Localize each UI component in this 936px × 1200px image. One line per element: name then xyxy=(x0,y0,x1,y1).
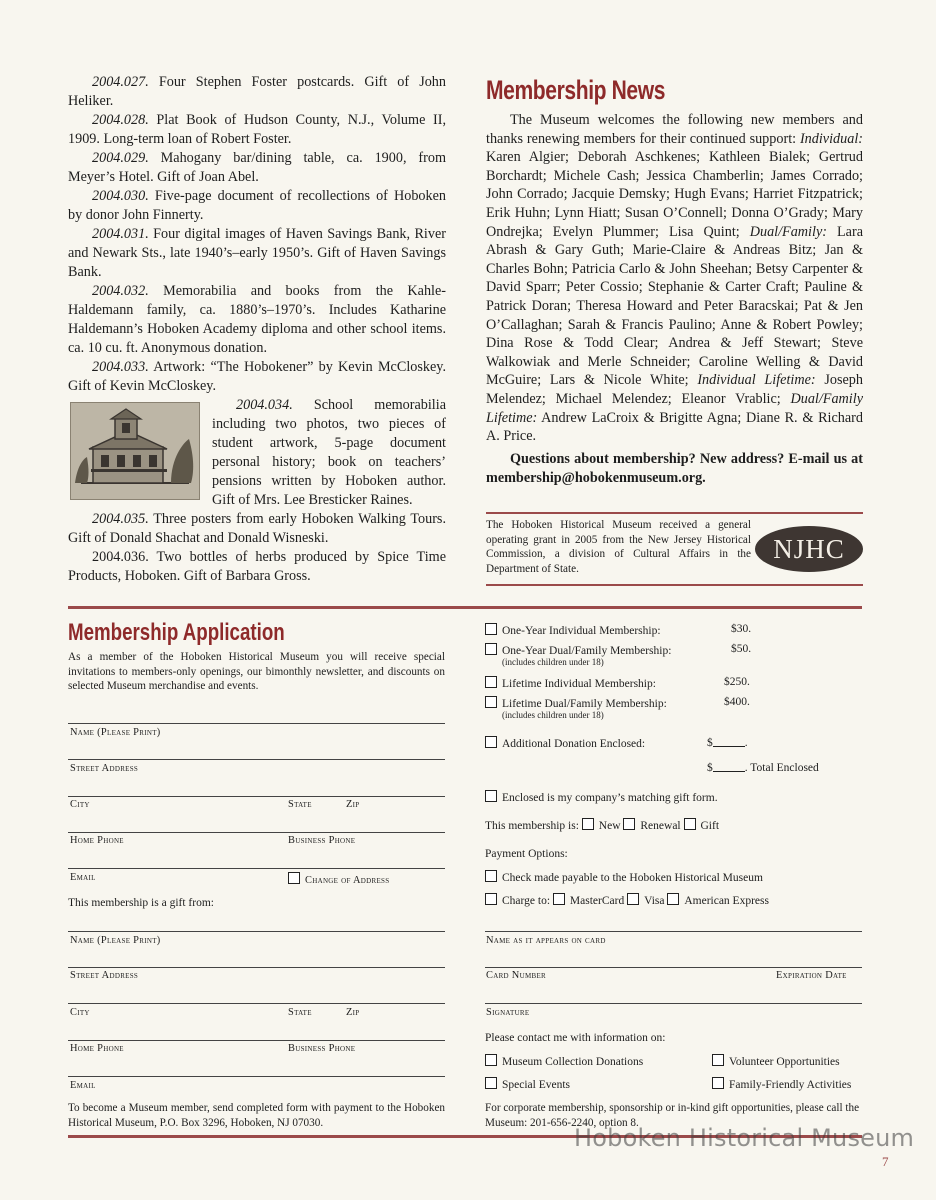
gift-home-phone-label: Home Phone xyxy=(70,1043,124,1054)
grant-text: The Hoboken Historical Museum received a general operating grant in 2005 from the New Jersey Historical Commission, a division of Cultural Affairs in the Department of State. xyxy=(486,519,751,575)
membership-news-title: Membership News xyxy=(486,75,666,105)
special-events-option[interactable]: Special Events xyxy=(485,1077,570,1091)
signature-label: Signature xyxy=(486,1007,530,1018)
card-name-field[interactable] xyxy=(485,931,862,932)
njhc-logo: NJHC xyxy=(755,526,863,572)
one-year-dual-option[interactable]: One-Year Dual/Family Membership: (includes children under 18) xyxy=(485,643,671,668)
gift-street-field[interactable] xyxy=(68,967,445,968)
checkbox-icon[interactable] xyxy=(288,872,300,884)
checkbox-icon[interactable] xyxy=(712,1077,724,1089)
checkbox-icon[interactable] xyxy=(485,643,497,655)
charge-checkbox[interactable] xyxy=(485,893,497,905)
application-mailing-instructions: To become a Museum member, send completed form with payment to the Hoboken Historical Museum, P.O. Box 3296, Hoboken, NJ 07030. xyxy=(68,1102,445,1129)
card-number-field[interactable] xyxy=(485,967,862,968)
application-title: Membership Application xyxy=(68,619,285,646)
membership-news xyxy=(486,73,863,488)
amex-checkbox[interactable] xyxy=(667,893,679,905)
acquisition-entry: 2004.034. School memorabilia including two photos, two pieces of student artwork, 5-page document personal history; book on teachers’ pensions written by Hoboken author. Gift of Mrs. Lee Bresticker Raines. xyxy=(212,397,446,508)
street-label: Street Address xyxy=(70,763,139,774)
one-year-dual-price: $50. xyxy=(731,643,752,655)
city-label: City xyxy=(70,799,90,810)
acquisition-entry: 2004.033. Artwork: “The Hobokener” by Kevin McCloskey. Gift of Kevin McCloskey. xyxy=(68,359,446,394)
gift-name-field[interactable] xyxy=(68,931,445,932)
watermark: Hoboken Historical Museum xyxy=(574,1124,915,1152)
acquisition-entry: 2004.032. Memorabilia and books from the Kahle-Haldemann family, ca. 1880’s–1970’s. Includes Katharine Haldemann’s Hoboken Academy diploma and other school items. ca. 10 cu. ft. Anonymous donation. xyxy=(68,283,446,356)
gift-phone-field[interactable] xyxy=(68,1040,445,1041)
gift-zip-label: Zip xyxy=(346,1007,360,1018)
volunteer-option[interactable]: Volunteer Opportunities xyxy=(712,1054,840,1068)
grant-notice xyxy=(486,512,863,586)
street-field[interactable] xyxy=(68,759,445,760)
lifetime-dual-option[interactable]: Lifetime Dual/Family Membership: (includes children under 18) xyxy=(485,696,667,721)
matching-gift-option[interactable]: Enclosed is my company’s matching gift form. xyxy=(485,790,718,804)
section-divider xyxy=(68,606,862,609)
gift-city-state-zip-field[interactable] xyxy=(68,1003,445,1004)
gift-street-label: Street Address xyxy=(70,970,139,981)
checkbox-icon[interactable] xyxy=(485,736,497,748)
checkbox-icon[interactable] xyxy=(485,676,497,688)
home-phone-label: Home Phone xyxy=(70,835,124,846)
acquisition-entry-with-image xyxy=(68,396,446,510)
email-label: Email xyxy=(70,872,96,883)
mastercard-checkbox[interactable] xyxy=(553,893,565,905)
checkbox-icon[interactable] xyxy=(485,623,497,635)
donation-blank[interactable] xyxy=(713,736,745,747)
payment-options-label: Payment Options: xyxy=(485,848,568,860)
phone-field[interactable] xyxy=(68,832,445,833)
acquisition-entry: 2004.036. Two bottles of herbs produced by Spice Time Products, Hoboken. Gift of Barbara Gross. xyxy=(68,549,446,584)
membership-news-body: The Museum welcomes the following new members and thanks renewing members for their continued support: Individual: Karen Algier; Deborah Aschkenes; Kathleen Bialek; Gertrud Borchardt; Michele Cash; Jessica Chamberlin; James Corrado; John Corrado; Jacquie Demsky; Hugh Evans; Harriet Fitzpatrick; Erik Huhn; Lynn Hiatt; Susan O’Connell; Donna O’Grady; Mary Ondrejka; Evelyn Plummer; Lisa Quint; Dual/Family: Lara Abrash & Gary Guth; Marie-Claire & Andreas Bitz; Jan & Charles Bohn; Patricia Carlo & John Sheehan; Betsy Carpenter & David Sparr; Peter Cossio; Stephanie & Carter Craft; Pauline & Patrick Doran; Theresa Howard and Peter Baracskai; Pat & Jen O’Callaghan; Sarah & Francis Paulino; Anne & Robert Powley; Dina Rose & Todd Clear; Andrea & Jeff Stewart; Steve Walkowiak and Merle Schneider; Caroline Welling & David McGuire; Lars & Nicole White; Individual Lifetime: Joseph Melendez; Michael Melendez; Eleanor Vrablic; Dual/Family Lifetime: Andrew LaCroix & Brigitte Agna; Diane R. & Richard A. Price. xyxy=(486,112,863,445)
name-label: Name (Please Print) xyxy=(70,727,161,738)
lifetime-individual-price: $250. xyxy=(724,676,750,688)
collection-donations-option[interactable]: Museum Collection Donations xyxy=(485,1054,643,1068)
lifetime-individual-option[interactable]: Lifetime Individual Membership: xyxy=(485,676,656,690)
contact-info-label: Please contact me with information on: xyxy=(485,1032,666,1044)
acquisition-entry: 2004.035. Three posters from early Hoboken Walking Tours. Gift of Donald Shachat and Donald Wisneski. xyxy=(68,511,446,546)
state-label: State xyxy=(288,799,312,810)
acquisition-entry: 2004.031. Four digital images of Haven Savings Bank, River and Newark Sts., late 1940’s–early 1950’s. Gift of Haven Savings Bank. xyxy=(68,226,446,280)
gift-email-label: Email xyxy=(70,1080,96,1091)
membership-question: Questions about membership? New address? E-mail us at membership@hobokenmuseum.org. xyxy=(486,450,863,486)
total-blank[interactable] xyxy=(713,761,745,772)
membership-type-row: This membership is: New Renewal Gift xyxy=(485,820,720,832)
page-number: 7 xyxy=(882,1154,889,1169)
checkbox-icon[interactable] xyxy=(485,870,497,882)
acquisitions-column xyxy=(68,73,446,586)
additional-donation-option[interactable]: Additional Donation Enclosed: xyxy=(485,736,645,750)
gift-from-label: This membership is a gift from: xyxy=(68,897,214,909)
change-address-checkbox[interactable]: Change of Address xyxy=(288,872,389,886)
checkbox-icon[interactable] xyxy=(485,696,497,708)
new-checkbox[interactable] xyxy=(582,818,594,830)
one-year-individual-price: $30. xyxy=(731,623,752,635)
gift-checkbox[interactable] xyxy=(684,818,696,830)
charge-payment-row: Charge to: MasterCard Visa American Express xyxy=(485,893,769,907)
acquisition-entry: 2004.030. Five-page document of recollections of Hoboken by donor John Finnerty. xyxy=(68,188,446,223)
city-state-zip-field[interactable] xyxy=(68,796,445,797)
name-field[interactable] xyxy=(68,723,445,724)
visa-checkbox[interactable] xyxy=(627,893,639,905)
checkbox-icon[interactable] xyxy=(485,1077,497,1089)
expiration-label: Expiration Date xyxy=(776,970,847,981)
card-number-label: Card Number xyxy=(486,970,547,981)
gift-business-phone-label: Business Phone xyxy=(288,1043,356,1054)
signature-field[interactable] xyxy=(485,1003,862,1004)
acquisition-entry: 2004.027. Four Stephen Foster postcards. Gift of John Heliker. xyxy=(68,74,446,109)
house-sketch-icon xyxy=(71,403,199,499)
zip-label: Zip xyxy=(346,799,360,810)
donation-amount-field[interactable]: $ . xyxy=(707,737,748,749)
checkbox-icon[interactable] xyxy=(712,1054,724,1066)
family-activities-option[interactable]: Family-Friendly Activities xyxy=(712,1077,851,1091)
application-intro: As a member of the Hoboken Historical Museum you will receive special invitations to members-only openings, our bimonthly newsletter, and discounts on selected Museum merchandise and events. xyxy=(68,651,445,692)
corporate-membership-note: For corporate membership, sponsorship or in-kind gift opportunities, please call the Museum: 201-656-2240, option 8. xyxy=(485,1102,860,1129)
gift-email-field[interactable] xyxy=(68,1076,445,1077)
acquisition-entry: 2004.029. Mahogany bar/dining table, ca. 1900, from Meyer’s Hotel. Gift of Joan Abel. xyxy=(68,150,446,185)
email-field[interactable] xyxy=(68,868,445,869)
card-name-label: Name as it appears on card xyxy=(486,935,606,946)
business-phone-label: Business Phone xyxy=(288,835,356,846)
gift-name-label: Name (Please Print) xyxy=(70,935,161,946)
checkbox-icon[interactable] xyxy=(485,1054,497,1066)
gift-city-label: City xyxy=(70,1007,90,1018)
acquisition-entry: 2004.028. Plat Book of Hudson County, N.J., Volume II, 1909. Long-term loan of Robert Foster. xyxy=(68,112,446,147)
check-payment-option[interactable]: Check made payable to the Hoboken Historical Museum xyxy=(485,870,763,884)
gift-state-label: State xyxy=(288,1007,312,1018)
lifetime-dual-price: $400. xyxy=(724,696,750,708)
checkbox-icon[interactable] xyxy=(485,790,497,802)
total-enclosed-field[interactable]: $ . Total Enclosed xyxy=(707,762,819,774)
renewal-checkbox[interactable] xyxy=(623,818,635,830)
one-year-individual-option[interactable]: One-Year Individual Membership: xyxy=(485,623,661,637)
house-illustration xyxy=(70,402,200,500)
